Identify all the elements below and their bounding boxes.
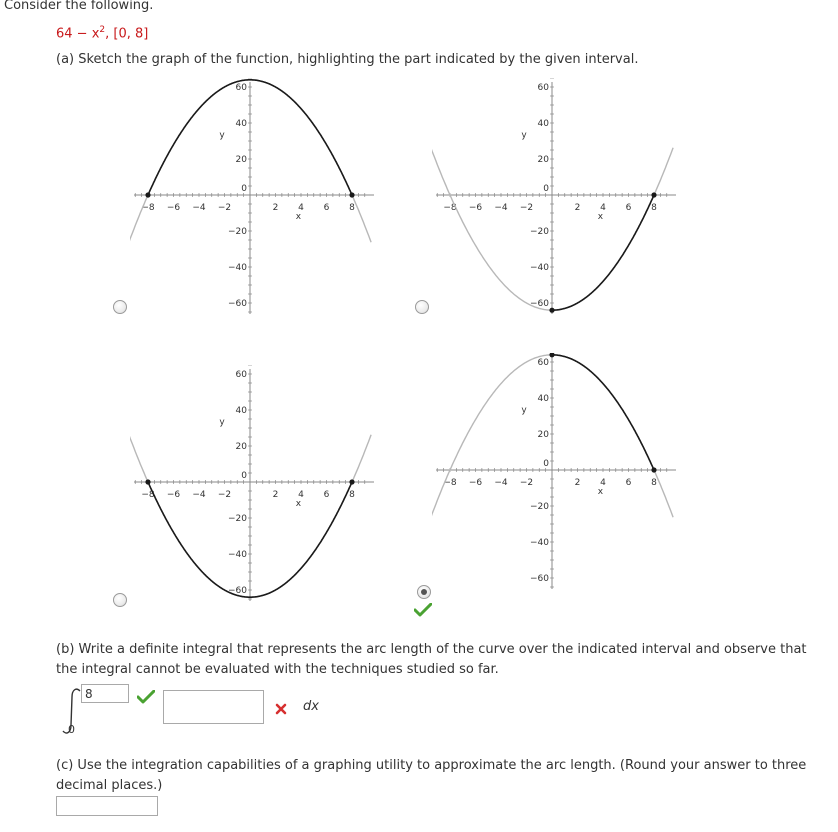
y-axis-label: y	[219, 417, 225, 428]
part-c-question-line1: (c) Use the integration capabilities of a graphing utility to approximate the arc length. (Round your answer to three	[56, 758, 807, 773]
highlight-start-point	[145, 479, 150, 484]
x-tick-label: 2	[574, 478, 581, 488]
lower-limit: 0	[68, 723, 75, 736]
part-b-question-line2: the integral cannot be evaluated with the techniques studied so far.	[56, 662, 499, 677]
origin-label: 0	[543, 459, 549, 469]
x-axis-label: x	[597, 212, 604, 222]
y-tick-label: 20	[235, 155, 247, 165]
curve-highlight	[552, 355, 654, 470]
x-axis-label: x	[597, 487, 604, 497]
origin-label: 0	[543, 184, 549, 194]
highlight-start-point	[549, 353, 554, 357]
x-axis-label: x	[295, 499, 302, 509]
y-tick-label: −20	[530, 227, 549, 237]
y-tick-label: −60	[228, 586, 247, 596]
y-tick-label: 20	[235, 442, 247, 452]
graph-option-b	[432, 78, 680, 318]
x-tick-label: −4	[192, 203, 206, 213]
x-tick-label: 6	[625, 478, 632, 488]
highlight-start-point	[145, 192, 150, 197]
x-tick-label: −8	[141, 203, 155, 213]
origin-label: 0	[241, 471, 247, 481]
x-tick-label: 6	[625, 203, 632, 213]
y-axis-label: y	[521, 405, 527, 416]
y-axis-label: y	[521, 130, 527, 141]
y-tick-label: 20	[537, 430, 549, 440]
y-tick-label: 40	[235, 119, 247, 129]
function-exponent: 2	[99, 25, 106, 35]
upper-limit-input[interactable]	[81, 684, 129, 703]
x-tick-label: −2	[217, 203, 232, 213]
y-tick-label: −40	[530, 538, 549, 548]
highlight-end-point	[651, 192, 656, 197]
x-tick-label: 2	[272, 490, 279, 500]
integrand-input[interactable]	[163, 690, 264, 724]
radio-option-b[interactable]	[415, 300, 429, 314]
upper-limit-check-icon	[137, 690, 155, 704]
y-tick-label: 40	[537, 119, 549, 129]
integrand-x-icon	[275, 703, 287, 715]
y-tick-label: 20	[537, 155, 549, 165]
y-tick-label: −20	[228, 227, 247, 237]
y-tick-label: −60	[530, 299, 549, 309]
y-tick-label: −60	[530, 574, 549, 584]
y-tick-label: −20	[228, 514, 247, 524]
dx-label: dx	[303, 699, 319, 714]
x-tick-label: −4	[494, 478, 508, 488]
x-tick-label: 2	[272, 203, 279, 213]
graph-option-c	[130, 365, 378, 605]
x-tick-label: −2	[519, 203, 534, 213]
y-tick-label: 40	[537, 394, 549, 404]
x-tick-label: 6	[323, 490, 330, 500]
x-tick-label: −6	[468, 478, 483, 488]
x-tick-label: 6	[323, 203, 330, 213]
y-tick-label: 60	[235, 370, 247, 380]
radio-option-c[interactable]	[113, 593, 127, 607]
arc-length-answer-input[interactable]	[56, 796, 158, 816]
x-tick-label: 4	[298, 490, 304, 500]
x-tick-label: 8	[349, 490, 355, 500]
x-tick-label: −4	[494, 203, 508, 213]
x-tick-label: 4	[600, 203, 606, 213]
x-tick-label: −6	[468, 203, 483, 213]
y-axis-label: y	[219, 130, 225, 141]
graph-option-d	[432, 353, 680, 593]
y-tick-label: 60	[537, 83, 549, 93]
x-tick-label: −4	[192, 490, 206, 500]
y-tick-label: 40	[235, 406, 247, 416]
y-tick-label: −40	[228, 550, 247, 560]
x-tick-label: −2	[217, 490, 232, 500]
x-axis-label: x	[295, 212, 302, 222]
origin-label: 0	[241, 184, 247, 194]
radio-option-a[interactable]	[113, 300, 127, 314]
x-tick-label: 8	[651, 203, 657, 213]
y-tick-label: −20	[530, 502, 549, 512]
highlight-end-point	[349, 479, 354, 484]
function-expression	[56, 25, 148, 41]
x-tick-label: −6	[166, 490, 181, 500]
x-tick-label: −8	[141, 490, 155, 500]
x-tick-label: 4	[298, 203, 304, 213]
function-interval: , [0, 8]	[105, 26, 149, 42]
x-tick-label: −2	[519, 478, 534, 488]
part-b-question-line1: (b) Write a definite integral that represents the arc length of the curve over the indicated interval and observe that	[56, 642, 807, 657]
x-tick-label: 8	[651, 478, 657, 488]
x-tick-label: −8	[443, 478, 457, 488]
y-tick-label: −40	[530, 263, 549, 273]
function-base: 64 − x	[56, 26, 100, 42]
y-tick-label: 60	[235, 83, 247, 93]
y-tick-label: −60	[228, 299, 247, 309]
radio-option-d[interactable]	[417, 585, 431, 599]
x-tick-label: −6	[166, 203, 181, 213]
highlight-end-point	[651, 467, 656, 472]
prompt: Consider the following.	[4, 0, 154, 13]
x-tick-label: 4	[600, 478, 606, 488]
part-c-question-line2: decimal places.)	[56, 778, 163, 793]
graph-option-a	[130, 78, 378, 318]
highlight-end-point	[349, 192, 354, 197]
x-tick-label: 8	[349, 203, 355, 213]
y-tick-label: −40	[228, 263, 247, 273]
x-tick-label: 2	[574, 203, 581, 213]
x-tick-label: −8	[443, 203, 457, 213]
part-a-check-icon	[414, 603, 432, 617]
highlight-start-point	[549, 308, 554, 313]
y-tick-label: 60	[537, 358, 549, 368]
part-a-question: (a) Sketch the graph of the function, highlighting the part indicated by the given interval.	[56, 52, 639, 67]
